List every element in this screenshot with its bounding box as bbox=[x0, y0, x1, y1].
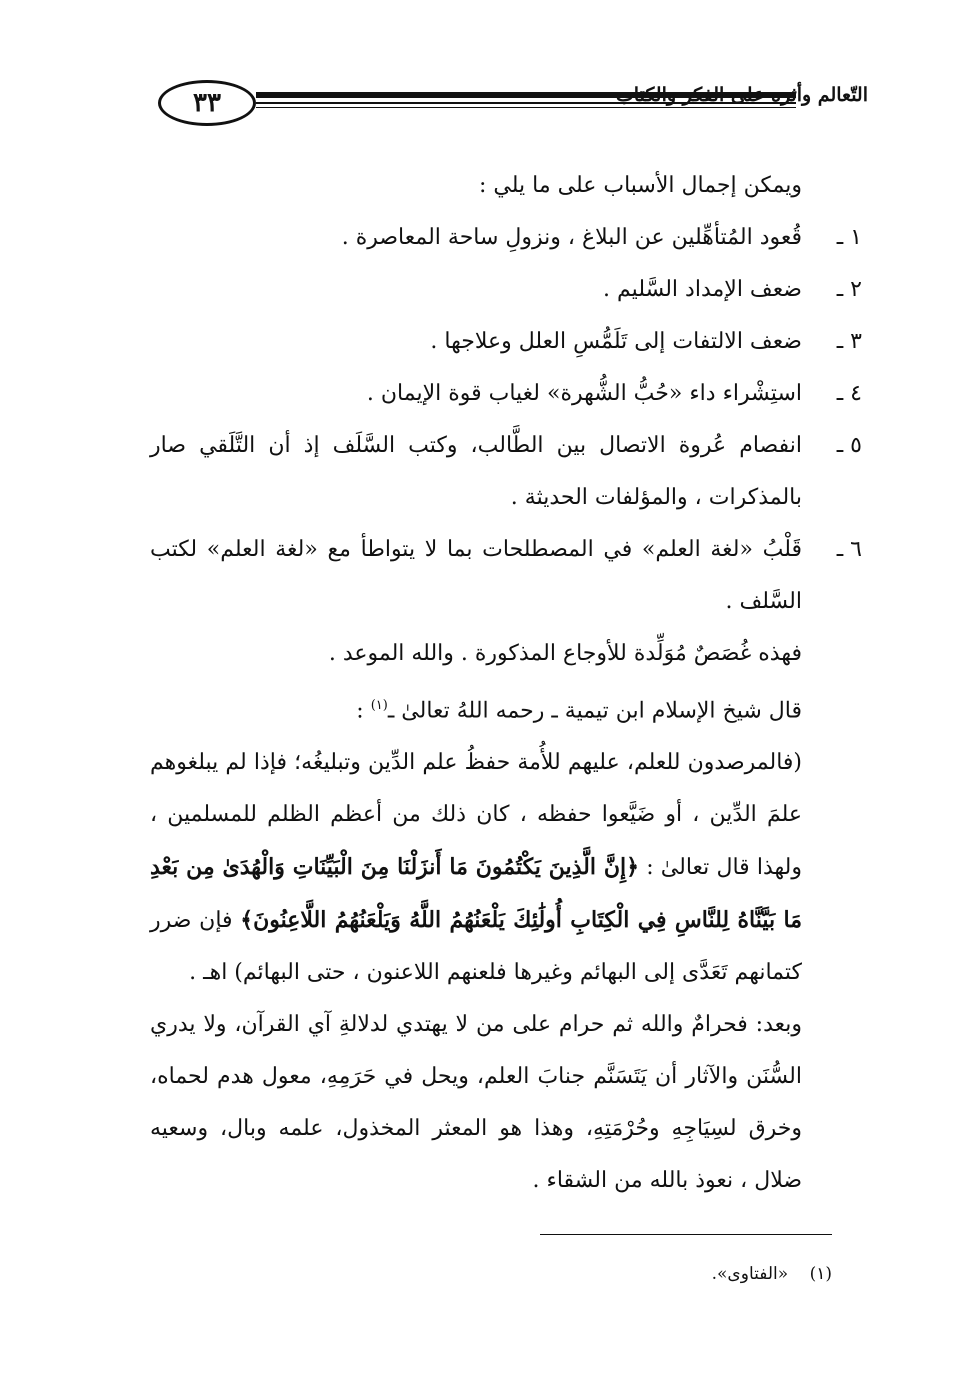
list-item bbox=[150, 212, 862, 264]
footnote-marker: (١) bbox=[370, 698, 388, 713]
quote-paragraph bbox=[150, 737, 862, 999]
quote-intro-colon: : bbox=[356, 698, 371, 724]
list-item-number: ٣ ـ bbox=[836, 329, 862, 354]
conclusion-paragraph: فهذه غُصَصٌ مُوَلِّدة للأوجاع المذكورة . والله الموعد . bbox=[328, 641, 802, 666]
list-item bbox=[150, 524, 862, 628]
list-item-text: انفصام عُروة الاتصال بين الطَّالب، وكتب السَّلَف إذ أن التَّلَقي صار بالمذكرات ، والمؤلفات الحديثة . bbox=[150, 433, 802, 510]
running-title: التّعالم وأثره على الفكر والكتاب bbox=[615, 84, 868, 106]
quote-intro-paragraph bbox=[150, 680, 862, 737]
body-text bbox=[150, 160, 862, 1207]
list-item-number: ٢ ـ bbox=[836, 277, 862, 302]
page-number: ٣٣ bbox=[158, 80, 256, 126]
list-item-text: ضعف الالتفات إلى تَلَمُّسِ العلل وعلاجها . bbox=[430, 329, 802, 354]
list-item-number: ٤ ـ bbox=[836, 381, 862, 406]
footnote-number: (١) bbox=[809, 1264, 832, 1284]
list-item-number: ١ ـ bbox=[836, 225, 862, 250]
header-rule-thin-2 bbox=[256, 107, 796, 108]
list-item bbox=[150, 316, 862, 368]
list-item bbox=[150, 264, 862, 316]
list-item-number: ٦ ـ bbox=[836, 537, 862, 562]
list-item-number: ٥ ـ bbox=[836, 433, 862, 458]
list-item-text: قُعود المُتأهِّلين عن البلاغ ، ونزولِ ساحة المعاصرة . bbox=[341, 225, 802, 250]
list-item bbox=[150, 368, 862, 420]
quote-text-2: فإن ضرر كتمانهم تَعَدَّى إلى البهائم وغيرها فلعنهم اللاعنون ، حتى البهائم) اهـ . bbox=[150, 908, 802, 986]
list-item-text: استِشْراء داء «حُبُّ الشُّهرة» لغياب قوة الإيمان . bbox=[366, 381, 802, 406]
intro-paragraph: ويمكن إجمال الأسباب على ما يلي : bbox=[479, 173, 802, 198]
quran-verse: ﴿إِنَّ الَّذِينَ يَكْتُمُونَ مَا أَنزَلْنَا مِنَ الْبَيِّنَاتِ وَالْهُدَىٰ مِن بَعْدِ مَا بَيَّنَّاهُ لِلنَّاسِ فِي الْكِتَابِ أُولَٰئِكَ يَلْعَنُهُمُ اللَّهُ وَيَلْعَنُهُمُ اللَّاعِنُونَ﴾ bbox=[150, 854, 802, 934]
footnote-text: «الفتاوى». bbox=[711, 1264, 789, 1284]
quote-text-1: (فالمرصدون للعلم، عليهم للأُمة حفظُ علم الدِّين وتبليغُه؛ فإذا لم يبلغوهم علمَ الدِّين ، أو ضَيَّعوا حفظه ، كان ذلك من أعظم الظلم للمسلمين ، ولهذا قال تعالىٰ : bbox=[150, 750, 802, 881]
footnote-separator bbox=[540, 1234, 832, 1235]
list-item bbox=[150, 420, 862, 524]
list-item-text: قَلْبُ «لغة العلم» في المصطلحات بما لا يتواطأ مع «لغة العلم» لكتب السَّلف . bbox=[150, 537, 802, 614]
quote-intro-text: قال شيخ الإسلام ابن تيمية ـ رحمه اللهُ تعالىٰ ـ bbox=[387, 698, 802, 724]
closing-paragraph: وبعد: فحرامٌ والله ثم حرام على من لا يهتدي لدلالةِ آي القرآن، ولا يدري السُّنَن والآثار أن يَتَسَنَّم جنابَ العلم، ويحل في حَرَمِهِ، معول هدم لحماه، وخرق لسِيَاجِهِ وحُرْمَتِهِ، وهذا هو المعثر المخذول، علمه وبال، وسعيه ضلال ، نعوذ بالله من الشقاء . bbox=[150, 1012, 802, 1194]
footnote bbox=[712, 1264, 832, 1284]
page-header bbox=[150, 78, 868, 138]
list-item-text: ضعف الإمداد السَّليم . bbox=[603, 277, 802, 302]
